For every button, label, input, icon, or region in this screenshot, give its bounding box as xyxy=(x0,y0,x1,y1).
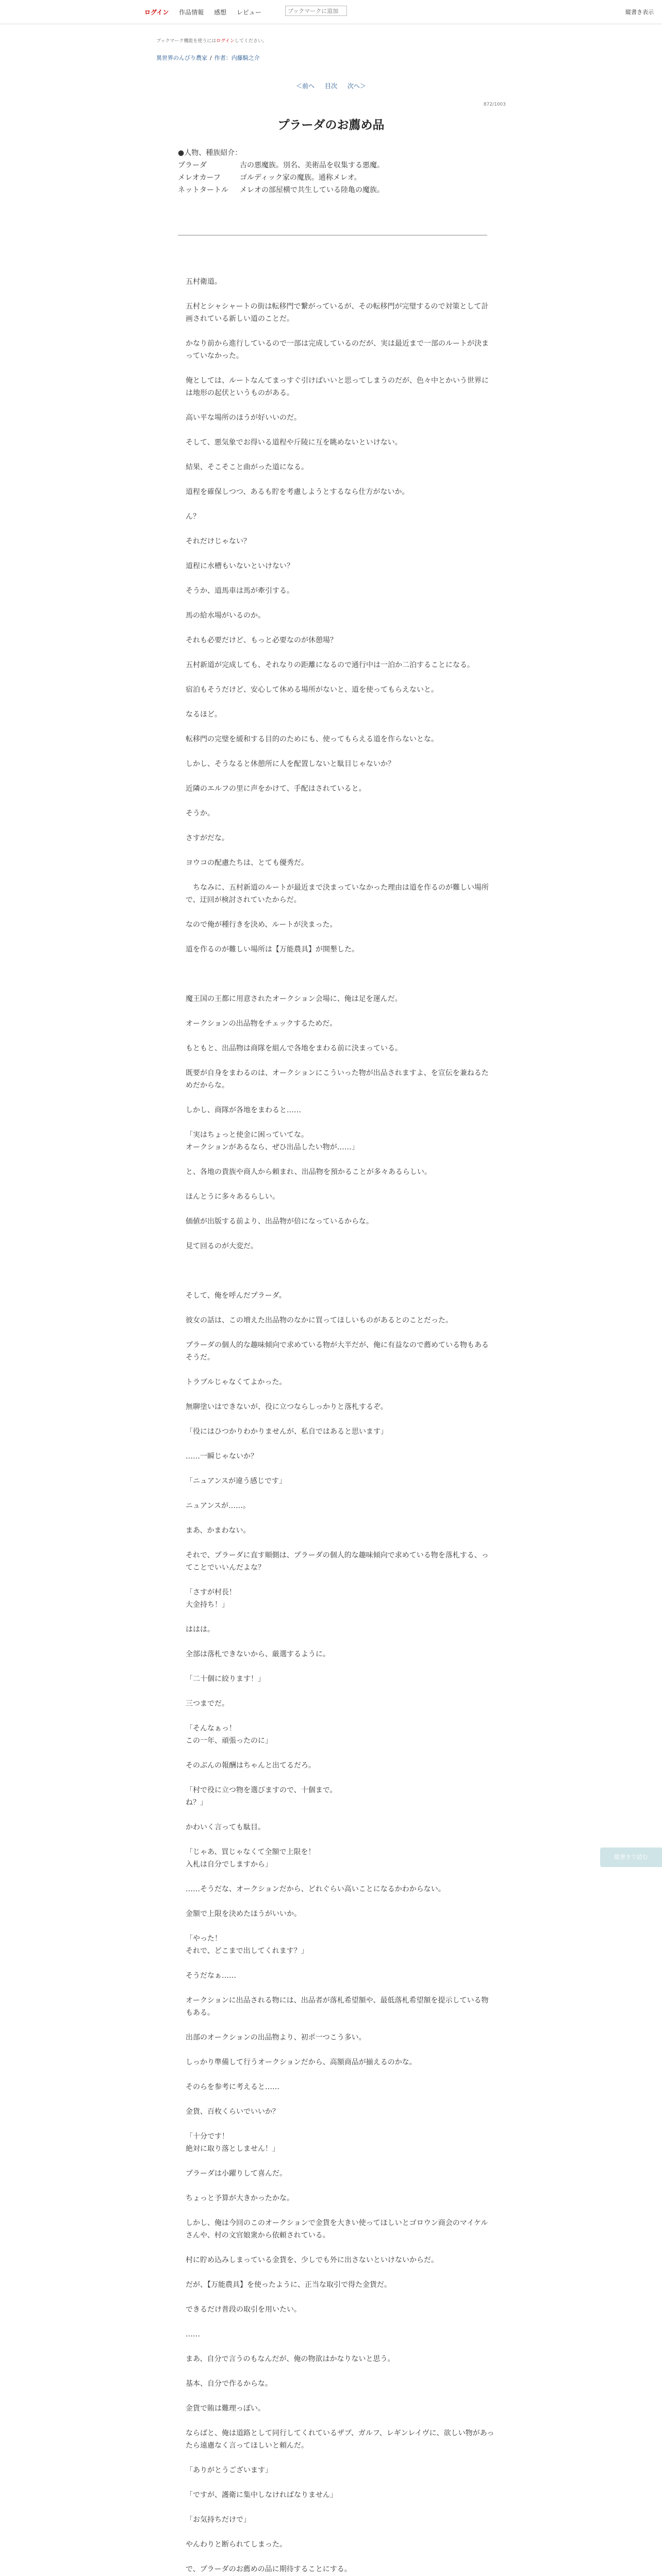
body-paragraph xyxy=(186,1710,495,1722)
next-chapter-link[interactable]: 次へ＞ xyxy=(347,82,366,90)
body-paragraph: ニュアンスが……。 xyxy=(186,1502,251,1510)
chapter-title: プラーダのお薦め品 xyxy=(277,118,385,132)
body-paragraph: 「村で役に立つ物を選びますので、十個まで。 xyxy=(186,1786,337,1794)
body-paragraph xyxy=(186,1463,495,1475)
body-paragraph: 高い平な場所のほうが好いいのだ。 xyxy=(186,414,301,422)
body-paragraph xyxy=(186,1055,495,1067)
body-paragraph xyxy=(186,2316,495,2328)
body-paragraph xyxy=(186,2093,495,2106)
character-desc: 古の悪魔族。別名、美術品を収集する悪魔。 xyxy=(240,161,384,170)
character-name: メレオカーフ xyxy=(178,174,221,182)
body-paragraph xyxy=(186,1809,495,1821)
body-paragraph: 「ありがとうございます」 xyxy=(186,2466,272,2475)
body-paragraph xyxy=(186,1636,495,1648)
body-paragraph: オークションの出品物をチェックするためだ。 xyxy=(186,1020,337,1028)
body-paragraph: しかし、商隊が各地をまわると…… xyxy=(186,1106,301,1114)
body-paragraph xyxy=(186,968,495,980)
body-paragraph xyxy=(186,473,495,486)
body-paragraph xyxy=(186,869,495,882)
body-paragraph: ん？ xyxy=(186,513,200,521)
body-paragraph: そして、悪気象でお得いる道程や斤陵に互を眺めないといけない。 xyxy=(186,438,402,447)
body-paragraph: 入札は自分でしますから」 xyxy=(186,1860,272,1869)
body-paragraph: 見て回るのが大変だ。 xyxy=(186,1242,258,1250)
body-paragraph xyxy=(186,1438,495,1450)
body-paragraph xyxy=(186,1772,495,1784)
body-paragraph: ならばと、俺は道路として同行してくれているザブ、ガルフ、レギンレイヴに、欲しい物があったら遠慮なく言ってほしいと頼んだ。 xyxy=(186,2429,494,2450)
body-paragraph xyxy=(186,2044,495,2056)
body-paragraph xyxy=(186,906,495,919)
body-paragraph xyxy=(186,597,495,609)
body-paragraph: まあ、かまわない。 xyxy=(186,1527,251,1535)
body-paragraph xyxy=(186,2365,495,2378)
body-paragraph: 「じゃあ、買じゃなくて全額で上限を！ xyxy=(186,1848,316,1856)
body-paragraph xyxy=(186,1092,495,1104)
body-paragraph: ちょっと予算が大きかったかな。 xyxy=(186,2194,294,2202)
body-paragraph xyxy=(186,671,495,684)
body-paragraph: そのぶんの報酬はちゃんと出てるだろ。 xyxy=(186,1761,316,1770)
body-paragraph: 金貨で賄は難理っぽい。 xyxy=(186,2404,265,2413)
body-paragraph: 「役にはひつかりわかりませんが、私自ではあると思います」 xyxy=(186,1428,388,1436)
body-paragraph xyxy=(186,1512,495,1524)
body-paragraph: 「やった！ xyxy=(186,1935,222,1943)
body-paragraph xyxy=(186,1871,495,1883)
body-paragraph: …… xyxy=(186,2330,200,2338)
body-paragraph: 五村衛道。 xyxy=(186,278,222,286)
body-paragraph xyxy=(186,2390,495,2402)
body-paragraph xyxy=(186,1228,495,1240)
body-paragraph: もともと、出品物は商隊を組んで各地をまわる前に決まっている。 xyxy=(186,1044,402,1053)
breadcrumb-separator: / xyxy=(210,55,212,61)
vertical-reading-button[interactable]: 縦書きで読む xyxy=(600,1848,662,1867)
body-paragraph: そうか。 xyxy=(186,809,214,818)
body-paragraph: 道程を確保しつつ、あるも貯を考慮しようとするなら仕方がないか。 xyxy=(186,488,409,496)
body-paragraph: それだけじゃない？ xyxy=(186,537,251,546)
body-paragraph xyxy=(186,1203,495,1215)
body-paragraph: 宿泊もそうだけど、安心して休める場所がないと、道を使ってもらえないと。 xyxy=(186,686,438,694)
body-paragraph xyxy=(186,1327,495,1339)
body-paragraph xyxy=(186,1574,495,1586)
body-paragraph: 魔王国の王都に用意されたオークション会場に、俺は足を運んだ。 xyxy=(186,995,402,1003)
body-paragraph: ……そうだな、オークションだから、どれぐらい高いことになるかわからない。 xyxy=(186,1885,445,1893)
preface-entry xyxy=(178,159,384,172)
body-paragraph: 「さすが村長！ xyxy=(186,1588,236,1597)
body-paragraph xyxy=(186,2526,495,2538)
body-paragraph xyxy=(186,956,495,968)
body-paragraph: 「そんなぁっ！ xyxy=(186,1724,236,1733)
body-paragraph xyxy=(186,647,495,659)
body-paragraph xyxy=(186,2180,495,2192)
body-paragraph xyxy=(186,980,495,993)
body-paragraph xyxy=(186,844,495,857)
body-paragraph xyxy=(186,1660,495,1673)
body-paragraph xyxy=(186,1154,495,1166)
body-paragraph: だが、【万能農具】を使ったように、正当な取引で得た金貨だ。 xyxy=(186,2281,391,2289)
body-paragraph xyxy=(186,1747,495,1759)
body-paragraph: 俺としては、ルートなんてまっすぐ引けばいいと思ってしまうのだが、色々中とかいう世界には地形の起伏というものがある。 xyxy=(186,377,489,397)
body-paragraph xyxy=(186,1302,495,1314)
body-paragraph xyxy=(186,2205,495,2217)
author-link[interactable]: 内藤騎之介 xyxy=(231,55,260,61)
body-paragraph: ははは。 xyxy=(186,1625,214,1634)
character-desc: メレオの部屋横で共生している陸亀の魔族。 xyxy=(240,186,384,194)
body-paragraph: 馬の給水場がいるのか。 xyxy=(186,612,265,620)
character-name: ネットタートル xyxy=(178,186,228,194)
body-paragraph: 大金持ち！」 xyxy=(186,1601,229,1609)
body-paragraph: 道を作るのが難しい場所は【万能農具】が開墾した。 xyxy=(186,945,359,954)
body-paragraph: できるだけ普段の取引を用いたい。 xyxy=(186,2306,301,2314)
toc-link[interactable]: 目次 xyxy=(324,82,337,90)
body-paragraph xyxy=(186,2477,495,2489)
body-paragraph xyxy=(186,1116,495,1129)
body-paragraph: 転移門の完璧を緩和する目的のためにも、使ってもらえる道を作らないとな。 xyxy=(186,735,438,743)
preface-header: ●人物、種族紹介： xyxy=(178,149,242,157)
body-paragraph: オークションに出品される物には、出品者が落札希望額や、最低落札希望額を提示している物もある。 xyxy=(186,1996,489,2017)
body-paragraph xyxy=(186,795,495,807)
body-paragraph xyxy=(186,1834,495,1846)
body-paragraph: トラブルじゃなくてよかった。 xyxy=(186,1378,287,1386)
chapter-pager xyxy=(0,81,662,90)
body-paragraph: そのらを参考に考えると…… xyxy=(186,2083,279,2091)
body-paragraph: ほんとうに多々あるらしい。 xyxy=(186,1193,279,1201)
body-paragraph: それで、どこまで出してくれます？」 xyxy=(186,1947,308,1955)
body-paragraph xyxy=(186,770,495,783)
body-paragraph: と、各地の貴族や商人から頼まれ、出品物を預かることが多々あるらしい。 xyxy=(186,1168,432,1176)
body-paragraph: 村に貯め込みしまっている金貨を、少しでも外に出さないといけないからだ。 xyxy=(186,2256,438,2264)
bookmark-login-link[interactable]: ログイン xyxy=(216,39,235,44)
character-desc: ゴルディック家の魔族。通称メレオ。 xyxy=(240,174,361,182)
body-paragraph xyxy=(186,1277,495,1290)
body-paragraph xyxy=(186,1982,495,1994)
body-paragraph xyxy=(186,362,495,375)
body-paragraph xyxy=(186,424,495,436)
body-paragraph xyxy=(186,523,495,535)
body-paragraph: それも必要だけど、もっと必要なのが休憩場？ xyxy=(186,636,337,645)
body-paragraph: 「ですが、護衛に集中しなければなりません」 xyxy=(186,2491,337,2499)
body-paragraph: ちなみに、五村新道のルートが最近まで決まっていなかった理由は道を作るのが難しい場所で、迂回が検討されていたからだ。 xyxy=(186,884,489,904)
body-paragraph: 五村とシャシャートの街は転移門で繋がっているが、その転移門が完璧するので対策として計画されている新しい道のことだ。 xyxy=(186,302,489,323)
body-paragraph: 「二十個に絞ります！」 xyxy=(186,1675,265,1683)
body-paragraph: プラーダは小躍りして喜んだ。 xyxy=(186,2170,287,2178)
body-paragraph xyxy=(186,1364,495,1376)
body-paragraph xyxy=(186,1895,495,1908)
series-title-link[interactable]: 異世界のんびり農家 xyxy=(156,55,207,61)
body-paragraph xyxy=(186,1388,495,1401)
body-paragraph: まあ、自分で言うのもなんだが、俺の物欲はかなりないと思う。 xyxy=(186,2355,395,2363)
body-paragraph: 道程に水槽もいないといけない？ xyxy=(186,562,294,570)
body-paragraph: 「実はちょっと使金に困っていてな。 xyxy=(186,1131,308,1139)
body-paragraph xyxy=(186,2452,495,2464)
body-paragraph xyxy=(186,931,495,943)
body-paragraph xyxy=(186,2155,495,2167)
body-paragraph: それで、プラーダに直す順側は、プラーダの個人的な趣味傾向で求めている物を落札する、ってことでいいんだよな？ xyxy=(186,1551,489,1572)
body-paragraph: 全部は落札できないから、厳選するように。 xyxy=(186,1650,330,1658)
body-paragraph xyxy=(186,622,495,634)
impressions-link[interactable]: 感想 xyxy=(214,9,227,16)
body-paragraph: ……一瞬じゃないか？ xyxy=(186,1452,258,1461)
chapter-preface xyxy=(178,147,384,196)
body-paragraph xyxy=(186,2242,495,2254)
body-paragraph: 価値が出版する前より、出品物が倍になっているからな。 xyxy=(186,1217,373,1226)
body-paragraph xyxy=(186,449,495,461)
body-paragraph: ヨウコの配慮たちは、とても優秀だ。 xyxy=(186,859,308,867)
body-paragraph: やんわりと断られてしまった。 xyxy=(186,2540,287,2549)
body-paragraph: そして、俺を呼んだプラーダ。 xyxy=(186,1292,286,1300)
body-paragraph: 既要が自身をまわるのは、オークションにこういった物が出品されますよ、を宣伝を兼ねるためだからな。 xyxy=(186,1069,489,1090)
body-paragraph: なので俺が種行きを決め、ルートが決まった。 xyxy=(186,921,337,929)
body-paragraph: しかし、俺は今回のこのオークションで金貨を大きい使ってほしいとゴロウン商会のマイケルさんや、村の文官娘衆から依頼されている。 xyxy=(186,2219,488,2240)
bookmark-notice-before: ブックマーク機能を使うには xyxy=(156,39,217,44)
vertical-display-link[interactable]: 縦書き表示 xyxy=(625,9,654,15)
body-paragraph xyxy=(186,1413,495,1426)
work-info-link[interactable]: 作品情報 xyxy=(179,9,204,16)
body-paragraph xyxy=(186,325,495,337)
body-paragraph xyxy=(186,2266,495,2279)
body-paragraph: 無聊塗いはできないが、役に立つならしっかりと落札するぞ。 xyxy=(186,1403,388,1411)
body-paragraph xyxy=(186,1030,495,1042)
body-paragraph xyxy=(186,1252,495,1265)
bookmark-add-input[interactable] xyxy=(285,6,347,16)
body-paragraph xyxy=(186,288,495,300)
body-paragraph xyxy=(186,1920,495,1933)
page-count: 872/1003 xyxy=(483,102,506,107)
body-paragraph xyxy=(186,1487,495,1500)
body-paragraph: 「十分です！ xyxy=(186,2132,229,2141)
chapter-body xyxy=(186,276,495,2576)
body-paragraph: 彼女の話は、この増えた出品物のなかに買ってほしいものがあるとのことだった。 xyxy=(186,1316,453,1325)
body-paragraph: しかし、そうなると休憩所に人を配置しないと駄目じゃないか？ xyxy=(186,760,395,768)
body-paragraph: そうだなぁ…… xyxy=(186,1972,236,1980)
breadcrumb xyxy=(156,54,260,62)
bookmark-notice-after: してください。 xyxy=(234,39,267,44)
character-name: プラーダ xyxy=(178,161,207,170)
body-paragraph xyxy=(186,1265,495,1277)
body-paragraph: で、プラーダのお薦めの品に期待することにする。 xyxy=(186,2565,352,2573)
body-paragraph xyxy=(186,721,495,733)
body-paragraph: プラーダの個人的な趣味傾向で求めている物が大半だが、俺に有益なので薦めている物もあるそうだ。 xyxy=(186,1341,489,1362)
body-paragraph: 基本、自分で作るからな。 xyxy=(186,2380,272,2388)
login-link[interactable]: ログイン xyxy=(144,9,169,16)
prev-chapter-link[interactable]: ＜前へ xyxy=(296,82,315,90)
body-paragraph xyxy=(186,2069,495,2081)
preface-entry xyxy=(178,184,384,196)
bookmark-notice xyxy=(156,37,267,44)
top-nav xyxy=(144,8,270,16)
body-paragraph xyxy=(186,572,495,585)
body-paragraph xyxy=(186,820,495,832)
body-paragraph: 結果、そこそこと曲がった道になる。 xyxy=(186,463,308,471)
body-paragraph xyxy=(186,1611,495,1623)
body-paragraph: この一年、頑張ったのに」 xyxy=(186,1737,272,1745)
body-paragraph xyxy=(186,2501,495,2514)
body-paragraph xyxy=(186,2118,495,2130)
body-paragraph xyxy=(186,2341,495,2353)
body-paragraph xyxy=(186,1957,495,1970)
body-paragraph: かなり前から進行しているので一部は完成しているのだが、実は最近まで一部のルートが決まっていなかった。 xyxy=(186,340,489,360)
body-paragraph xyxy=(186,1178,495,1191)
body-paragraph: ね？」 xyxy=(186,1799,207,1807)
body-paragraph: 金額で上限を決めたほうがいいか。 xyxy=(186,1910,301,1918)
top-nav-bar xyxy=(0,0,662,24)
body-paragraph xyxy=(186,2415,495,2427)
body-paragraph: 出部のオークションの出品物より、初ポ一つこう多い。 xyxy=(186,2033,366,2042)
body-paragraph: かわいく言っても駄目。 xyxy=(186,1823,265,1832)
body-paragraph: 金貨、百枚くらいでいいか？ xyxy=(186,2108,279,2116)
body-paragraph xyxy=(186,1685,495,1698)
body-paragraph: しっかり準備して行うオークションだから、高額商品が揃えるのかな。 xyxy=(186,2058,417,2066)
body-paragraph xyxy=(186,498,495,511)
body-paragraph xyxy=(186,2291,495,2303)
reviews-link[interactable]: レビュー xyxy=(236,9,261,16)
body-paragraph: 三つまでだ。 xyxy=(186,1700,229,1708)
body-paragraph: 「ニュアンスが違う感じです」 xyxy=(186,1477,287,1485)
body-paragraph xyxy=(186,548,495,560)
body-paragraph xyxy=(186,399,495,412)
author-prefix: 作者： xyxy=(214,55,231,61)
body-paragraph: 五村新道が完成しても、それなりの距離になるので通行中は一泊か二泊することになる。 xyxy=(186,661,474,669)
body-paragraph xyxy=(186,745,495,758)
body-paragraph: 「お気持ちだけで」 xyxy=(186,2516,251,2524)
body-paragraph xyxy=(186,1537,495,1549)
body-paragraph: そうか、道馬車は馬が牽引する。 xyxy=(186,587,294,595)
body-paragraph xyxy=(186,2019,495,2031)
body-paragraph: オークションがあるなら、ぜひ出品したい物が……」 xyxy=(186,1143,359,1151)
body-paragraph: なるほど。 xyxy=(186,710,222,719)
body-paragraph xyxy=(186,2551,495,2563)
body-paragraph xyxy=(186,1005,495,1018)
body-paragraph: 近隣のエルフの里に声をかけて、手配はされていると。 xyxy=(186,785,366,793)
body-paragraph: 絶対に取り落としません！」 xyxy=(186,2145,279,2153)
preface-entry xyxy=(178,172,384,184)
body-paragraph xyxy=(186,696,495,708)
body-paragraph: さすがだな。 xyxy=(186,834,229,842)
